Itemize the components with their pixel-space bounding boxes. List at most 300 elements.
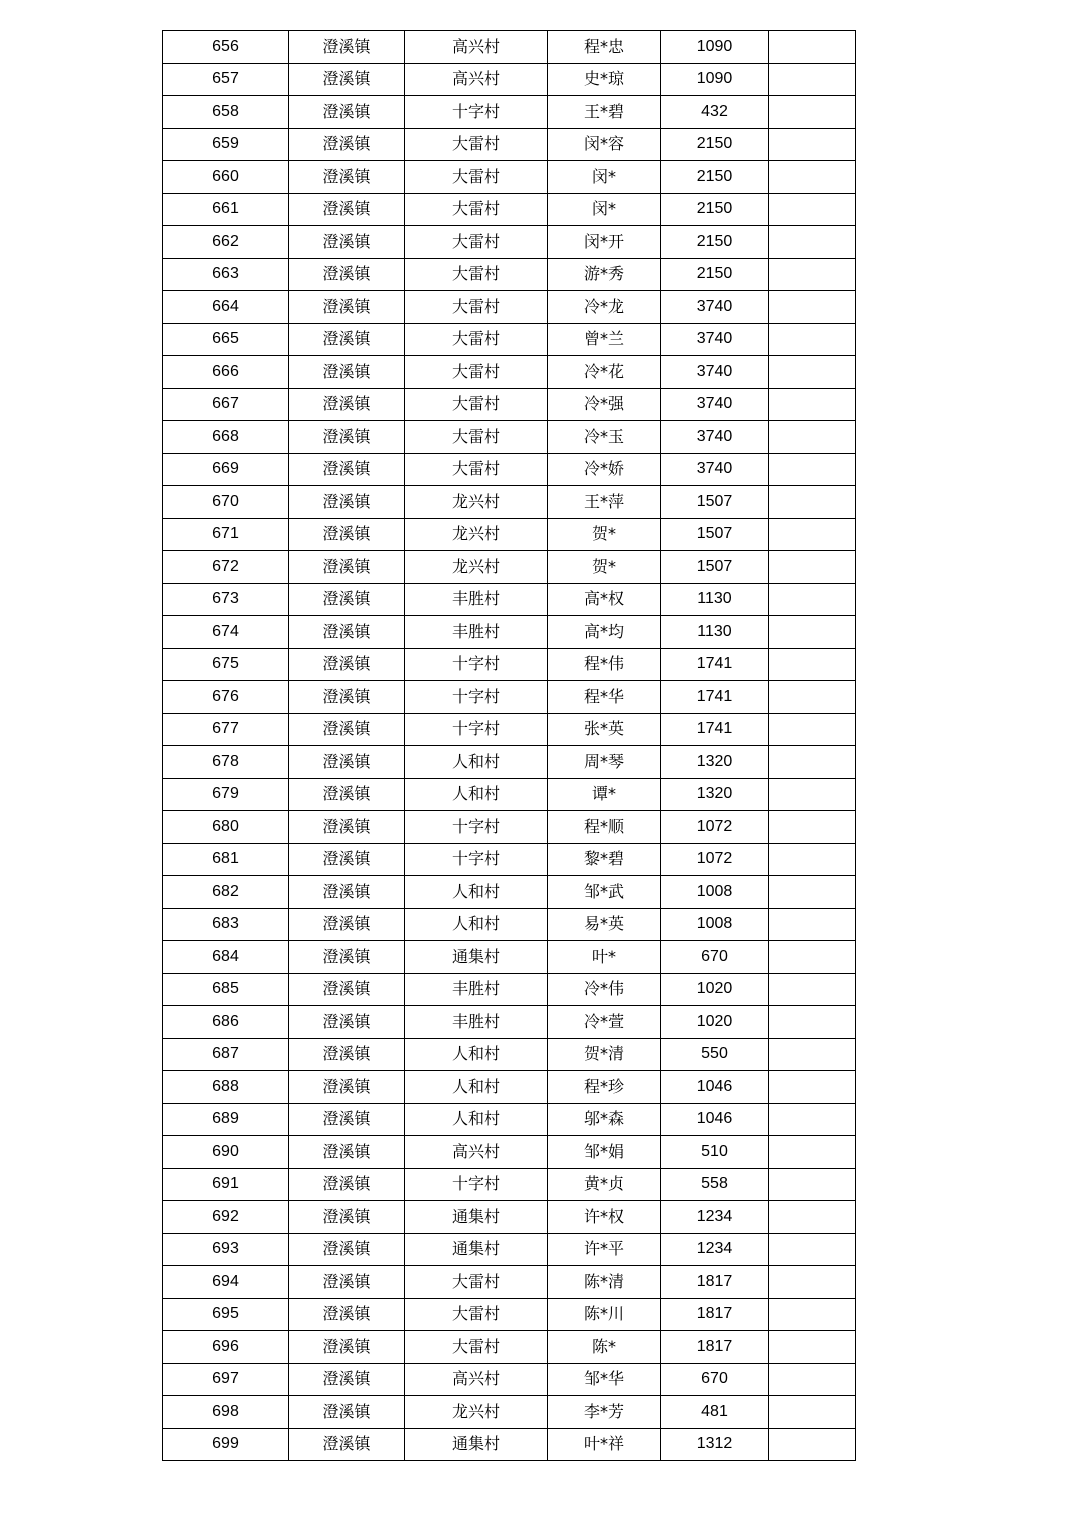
cell-remark	[769, 1233, 856, 1266]
table-row	[163, 1233, 856, 1266]
cell-amount: 1130	[661, 616, 769, 649]
cell-village: 丰胜村	[405, 973, 548, 1006]
cell-remark	[769, 388, 856, 421]
cell-town: 澄溪镇	[289, 128, 405, 161]
cell-amount: 432	[661, 96, 769, 129]
table-row	[163, 291, 856, 324]
cell-serial-number: 660	[163, 161, 289, 194]
cell-town: 澄溪镇	[289, 518, 405, 551]
cell-serial-number: 663	[163, 258, 289, 291]
table-row	[163, 421, 856, 454]
cell-remark	[769, 486, 856, 519]
cell-remark	[769, 1201, 856, 1234]
cell-village: 龙兴村	[405, 551, 548, 584]
cell-person-name: 高*权	[548, 583, 661, 616]
cell-town: 澄溪镇	[289, 778, 405, 811]
cell-amount: 1817	[661, 1266, 769, 1299]
cell-person-name: 程*伟	[548, 648, 661, 681]
cell-serial-number: 688	[163, 1071, 289, 1104]
cell-serial-number: 689	[163, 1103, 289, 1136]
cell-serial-number: 699	[163, 1428, 289, 1461]
cell-serial-number: 658	[163, 96, 289, 129]
cell-village: 大雷村	[405, 291, 548, 324]
table-row	[163, 1006, 856, 1039]
cell-serial-number: 687	[163, 1038, 289, 1071]
cell-serial-number: 685	[163, 973, 289, 1006]
cell-person-name: 王*碧	[548, 96, 661, 129]
cell-town: 澄溪镇	[289, 1233, 405, 1266]
cell-amount: 2150	[661, 161, 769, 194]
cell-village: 龙兴村	[405, 518, 548, 551]
cell-amount: 2150	[661, 128, 769, 161]
cell-remark	[769, 746, 856, 779]
cell-person-name: 邹*武	[548, 876, 661, 909]
cell-village: 通集村	[405, 1201, 548, 1234]
table-row	[163, 31, 856, 64]
cell-village: 十字村	[405, 1168, 548, 1201]
table-row	[163, 778, 856, 811]
table-row	[163, 713, 856, 746]
cell-amount: 1130	[661, 583, 769, 616]
cell-person-name: 程*珍	[548, 1071, 661, 1104]
cell-town: 澄溪镇	[289, 1396, 405, 1429]
cell-serial-number: 697	[163, 1363, 289, 1396]
table-row	[163, 518, 856, 551]
cell-town: 澄溪镇	[289, 1363, 405, 1396]
cell-person-name: 程*忠	[548, 31, 661, 64]
cell-village: 大雷村	[405, 1298, 548, 1331]
cell-remark	[769, 453, 856, 486]
cell-person-name: 贺*清	[548, 1038, 661, 1071]
cell-amount: 481	[661, 1396, 769, 1429]
cell-person-name: 冷*萱	[548, 1006, 661, 1039]
cell-village: 人和村	[405, 746, 548, 779]
cell-remark	[769, 1136, 856, 1169]
cell-village: 十字村	[405, 96, 548, 129]
cell-person-name: 闵*容	[548, 128, 661, 161]
cell-village: 人和村	[405, 1103, 548, 1136]
table-row	[163, 876, 856, 909]
cell-serial-number: 656	[163, 31, 289, 64]
cell-village: 通集村	[405, 1233, 548, 1266]
cell-village: 十字村	[405, 713, 548, 746]
table-row	[163, 1331, 856, 1364]
cell-village: 大雷村	[405, 1331, 548, 1364]
table-row	[163, 258, 856, 291]
cell-remark	[769, 843, 856, 876]
cell-person-name: 许*权	[548, 1201, 661, 1234]
cell-remark	[769, 908, 856, 941]
cell-town: 澄溪镇	[289, 843, 405, 876]
cell-town: 澄溪镇	[289, 1168, 405, 1201]
cell-person-name: 贺*	[548, 551, 661, 584]
cell-amount: 1741	[661, 648, 769, 681]
cell-village: 大雷村	[405, 453, 548, 486]
cell-person-name: 陈*	[548, 1331, 661, 1364]
cell-remark	[769, 681, 856, 714]
cell-village: 大雷村	[405, 193, 548, 226]
cell-amount: 670	[661, 941, 769, 974]
cell-town: 澄溪镇	[289, 486, 405, 519]
cell-town: 澄溪镇	[289, 323, 405, 356]
cell-remark	[769, 973, 856, 1006]
cell-person-name: 曾*兰	[548, 323, 661, 356]
cell-serial-number: 657	[163, 63, 289, 96]
cell-amount: 1817	[661, 1298, 769, 1331]
cell-village: 十字村	[405, 648, 548, 681]
cell-serial-number: 674	[163, 616, 289, 649]
table-row	[163, 1396, 856, 1429]
table-row	[163, 973, 856, 1006]
cell-village: 大雷村	[405, 161, 548, 194]
cell-serial-number: 661	[163, 193, 289, 226]
cell-person-name: 黄*贞	[548, 1168, 661, 1201]
cell-amount: 1234	[661, 1201, 769, 1234]
table-row	[163, 1201, 856, 1234]
cell-amount: 1090	[661, 63, 769, 96]
cell-person-name: 闵*	[548, 193, 661, 226]
cell-person-name: 叶*	[548, 941, 661, 974]
cell-village: 大雷村	[405, 356, 548, 389]
table-row	[163, 583, 856, 616]
table-row	[163, 1266, 856, 1299]
cell-serial-number: 690	[163, 1136, 289, 1169]
cell-person-name: 高*均	[548, 616, 661, 649]
cell-remark	[769, 226, 856, 259]
table-row	[163, 193, 856, 226]
cell-person-name: 邬*森	[548, 1103, 661, 1136]
table-row	[163, 1298, 856, 1331]
table-row	[163, 1428, 856, 1461]
cell-town: 澄溪镇	[289, 973, 405, 1006]
cell-person-name: 邹*华	[548, 1363, 661, 1396]
table-row	[163, 96, 856, 129]
cell-person-name: 冷*强	[548, 388, 661, 421]
cell-serial-number: 676	[163, 681, 289, 714]
table-row	[163, 161, 856, 194]
cell-town: 澄溪镇	[289, 31, 405, 64]
cell-remark	[769, 551, 856, 584]
cell-town: 澄溪镇	[289, 648, 405, 681]
cell-town: 澄溪镇	[289, 161, 405, 194]
cell-town: 澄溪镇	[289, 811, 405, 844]
cell-serial-number: 693	[163, 1233, 289, 1266]
cell-town: 澄溪镇	[289, 746, 405, 779]
table-row	[163, 551, 856, 584]
cell-amount: 510	[661, 1136, 769, 1169]
cell-town: 澄溪镇	[289, 1266, 405, 1299]
data-table	[162, 30, 856, 1461]
cell-remark	[769, 128, 856, 161]
cell-person-name: 谭*	[548, 778, 661, 811]
cell-remark	[769, 96, 856, 129]
cell-person-name: 冷*伟	[548, 973, 661, 1006]
cell-remark	[769, 63, 856, 96]
cell-town: 澄溪镇	[289, 63, 405, 96]
cell-remark	[769, 941, 856, 974]
cell-remark	[769, 161, 856, 194]
cell-town: 澄溪镇	[289, 876, 405, 909]
table-row	[163, 908, 856, 941]
cell-person-name: 冷*娇	[548, 453, 661, 486]
cell-village: 高兴村	[405, 31, 548, 64]
cell-serial-number: 672	[163, 551, 289, 584]
cell-amount: 2150	[661, 258, 769, 291]
cell-village: 人和村	[405, 876, 548, 909]
cell-village: 大雷村	[405, 388, 548, 421]
cell-person-name: 游*秀	[548, 258, 661, 291]
cell-serial-number: 677	[163, 713, 289, 746]
cell-serial-number: 669	[163, 453, 289, 486]
cell-serial-number: 681	[163, 843, 289, 876]
table-row	[163, 681, 856, 714]
cell-serial-number: 695	[163, 1298, 289, 1331]
table-body	[163, 31, 856, 1461]
cell-village: 大雷村	[405, 226, 548, 259]
table-row	[163, 648, 856, 681]
table-row	[163, 323, 856, 356]
cell-village: 通集村	[405, 941, 548, 974]
table-row	[163, 1136, 856, 1169]
cell-person-name: 李*芳	[548, 1396, 661, 1429]
table-row	[163, 843, 856, 876]
cell-remark	[769, 1266, 856, 1299]
cell-remark	[769, 1168, 856, 1201]
cell-amount: 1507	[661, 551, 769, 584]
cell-serial-number: 664	[163, 291, 289, 324]
cell-town: 澄溪镇	[289, 1331, 405, 1364]
cell-amount: 1020	[661, 1006, 769, 1039]
table-row	[163, 1038, 856, 1071]
cell-person-name: 冷*玉	[548, 421, 661, 454]
cell-remark	[769, 291, 856, 324]
cell-town: 澄溪镇	[289, 258, 405, 291]
table-row	[163, 1071, 856, 1104]
cell-amount: 2150	[661, 226, 769, 259]
cell-serial-number: 680	[163, 811, 289, 844]
table-row	[163, 811, 856, 844]
cell-serial-number: 684	[163, 941, 289, 974]
cell-village: 十字村	[405, 811, 548, 844]
cell-village: 高兴村	[405, 1136, 548, 1169]
cell-remark	[769, 323, 856, 356]
cell-amount: 670	[661, 1363, 769, 1396]
cell-serial-number: 673	[163, 583, 289, 616]
table-row	[163, 1363, 856, 1396]
cell-amount: 3740	[661, 453, 769, 486]
cell-town: 澄溪镇	[289, 193, 405, 226]
cell-serial-number: 659	[163, 128, 289, 161]
table-row	[163, 63, 856, 96]
cell-serial-number: 670	[163, 486, 289, 519]
cell-serial-number: 698	[163, 1396, 289, 1429]
table-row	[163, 388, 856, 421]
cell-serial-number: 675	[163, 648, 289, 681]
cell-amount: 1072	[661, 811, 769, 844]
cell-amount: 3740	[661, 356, 769, 389]
cell-town: 澄溪镇	[289, 291, 405, 324]
cell-serial-number: 682	[163, 876, 289, 909]
cell-town: 澄溪镇	[289, 1298, 405, 1331]
cell-amount: 1320	[661, 746, 769, 779]
cell-person-name: 贺*	[548, 518, 661, 551]
cell-town: 澄溪镇	[289, 681, 405, 714]
cell-amount: 1741	[661, 681, 769, 714]
cell-town: 澄溪镇	[289, 616, 405, 649]
cell-town: 澄溪镇	[289, 356, 405, 389]
cell-town: 澄溪镇	[289, 1201, 405, 1234]
cell-person-name: 张*英	[548, 713, 661, 746]
cell-remark	[769, 1006, 856, 1039]
cell-town: 澄溪镇	[289, 1071, 405, 1104]
cell-amount: 1817	[661, 1331, 769, 1364]
cell-serial-number: 679	[163, 778, 289, 811]
cell-remark	[769, 1428, 856, 1461]
cell-remark	[769, 1038, 856, 1071]
cell-amount: 1312	[661, 1428, 769, 1461]
cell-village: 丰胜村	[405, 1006, 548, 1039]
cell-remark	[769, 778, 856, 811]
cell-village: 高兴村	[405, 1363, 548, 1396]
cell-remark	[769, 1331, 856, 1364]
cell-person-name: 史*琼	[548, 63, 661, 96]
cell-town: 澄溪镇	[289, 1103, 405, 1136]
cell-person-name: 邹*娟	[548, 1136, 661, 1169]
cell-remark	[769, 811, 856, 844]
cell-serial-number: 678	[163, 746, 289, 779]
cell-serial-number: 671	[163, 518, 289, 551]
table-row	[163, 1168, 856, 1201]
cell-person-name: 许*平	[548, 1233, 661, 1266]
cell-amount: 1741	[661, 713, 769, 746]
cell-village: 龙兴村	[405, 486, 548, 519]
cell-amount: 550	[661, 1038, 769, 1071]
cell-person-name: 周*琴	[548, 746, 661, 779]
cell-town: 澄溪镇	[289, 1006, 405, 1039]
cell-town: 澄溪镇	[289, 941, 405, 974]
cell-village: 人和村	[405, 778, 548, 811]
table-row	[163, 486, 856, 519]
cell-remark	[769, 1103, 856, 1136]
cell-town: 澄溪镇	[289, 583, 405, 616]
cell-village: 大雷村	[405, 421, 548, 454]
cell-person-name: 易*英	[548, 908, 661, 941]
cell-village: 大雷村	[405, 128, 548, 161]
cell-amount: 3740	[661, 388, 769, 421]
cell-town: 澄溪镇	[289, 226, 405, 259]
cell-amount: 1072	[661, 843, 769, 876]
cell-serial-number: 691	[163, 1168, 289, 1201]
cell-remark	[769, 1298, 856, 1331]
cell-person-name: 闵*	[548, 161, 661, 194]
cell-amount: 1046	[661, 1071, 769, 1104]
cell-amount: 1090	[661, 31, 769, 64]
cell-amount: 3740	[661, 323, 769, 356]
cell-remark	[769, 258, 856, 291]
cell-town: 澄溪镇	[289, 713, 405, 746]
cell-village: 高兴村	[405, 63, 548, 96]
cell-serial-number: 662	[163, 226, 289, 259]
cell-town: 澄溪镇	[289, 96, 405, 129]
cell-remark	[769, 1363, 856, 1396]
cell-village: 大雷村	[405, 323, 548, 356]
cell-town: 澄溪镇	[289, 1136, 405, 1169]
cell-remark	[769, 1396, 856, 1429]
cell-remark	[769, 193, 856, 226]
cell-village: 人和村	[405, 1071, 548, 1104]
cell-remark	[769, 616, 856, 649]
cell-village: 通集村	[405, 1428, 548, 1461]
cell-town: 澄溪镇	[289, 551, 405, 584]
cell-town: 澄溪镇	[289, 388, 405, 421]
cell-amount: 1020	[661, 973, 769, 1006]
cell-village: 丰胜村	[405, 616, 548, 649]
cell-village: 十字村	[405, 681, 548, 714]
cell-serial-number: 668	[163, 421, 289, 454]
cell-remark	[769, 421, 856, 454]
cell-amount: 1507	[661, 518, 769, 551]
cell-town: 澄溪镇	[289, 908, 405, 941]
cell-village: 十字村	[405, 843, 548, 876]
cell-serial-number: 696	[163, 1331, 289, 1364]
cell-village: 丰胜村	[405, 583, 548, 616]
cell-serial-number: 667	[163, 388, 289, 421]
cell-village: 人和村	[405, 1038, 548, 1071]
cell-serial-number: 665	[163, 323, 289, 356]
cell-serial-number: 694	[163, 1266, 289, 1299]
cell-person-name: 程*顺	[548, 811, 661, 844]
cell-remark	[769, 648, 856, 681]
cell-amount: 1234	[661, 1233, 769, 1266]
cell-amount: 1320	[661, 778, 769, 811]
cell-amount: 3740	[661, 421, 769, 454]
cell-village: 龙兴村	[405, 1396, 548, 1429]
cell-amount: 1008	[661, 908, 769, 941]
table-row	[163, 746, 856, 779]
table-row	[163, 1103, 856, 1136]
cell-remark	[769, 876, 856, 909]
cell-person-name: 黎*碧	[548, 843, 661, 876]
cell-remark	[769, 31, 856, 64]
cell-village: 大雷村	[405, 258, 548, 291]
cell-serial-number: 666	[163, 356, 289, 389]
table-row	[163, 356, 856, 389]
cell-person-name: 陈*清	[548, 1266, 661, 1299]
cell-remark	[769, 1071, 856, 1104]
cell-amount: 3740	[661, 291, 769, 324]
cell-person-name: 闵*开	[548, 226, 661, 259]
cell-remark	[769, 713, 856, 746]
cell-town: 澄溪镇	[289, 453, 405, 486]
cell-remark	[769, 583, 856, 616]
cell-person-name: 冷*花	[548, 356, 661, 389]
table-row	[163, 616, 856, 649]
cell-remark	[769, 518, 856, 551]
cell-serial-number: 692	[163, 1201, 289, 1234]
cell-remark	[769, 356, 856, 389]
cell-amount: 2150	[661, 193, 769, 226]
cell-town: 澄溪镇	[289, 1038, 405, 1071]
cell-person-name: 程*华	[548, 681, 661, 714]
cell-town: 澄溪镇	[289, 421, 405, 454]
table-row	[163, 453, 856, 486]
cell-town: 澄溪镇	[289, 1428, 405, 1461]
table-row	[163, 226, 856, 259]
cell-serial-number: 686	[163, 1006, 289, 1039]
cell-serial-number: 683	[163, 908, 289, 941]
cell-village: 大雷村	[405, 1266, 548, 1299]
cell-person-name: 冷*龙	[548, 291, 661, 324]
